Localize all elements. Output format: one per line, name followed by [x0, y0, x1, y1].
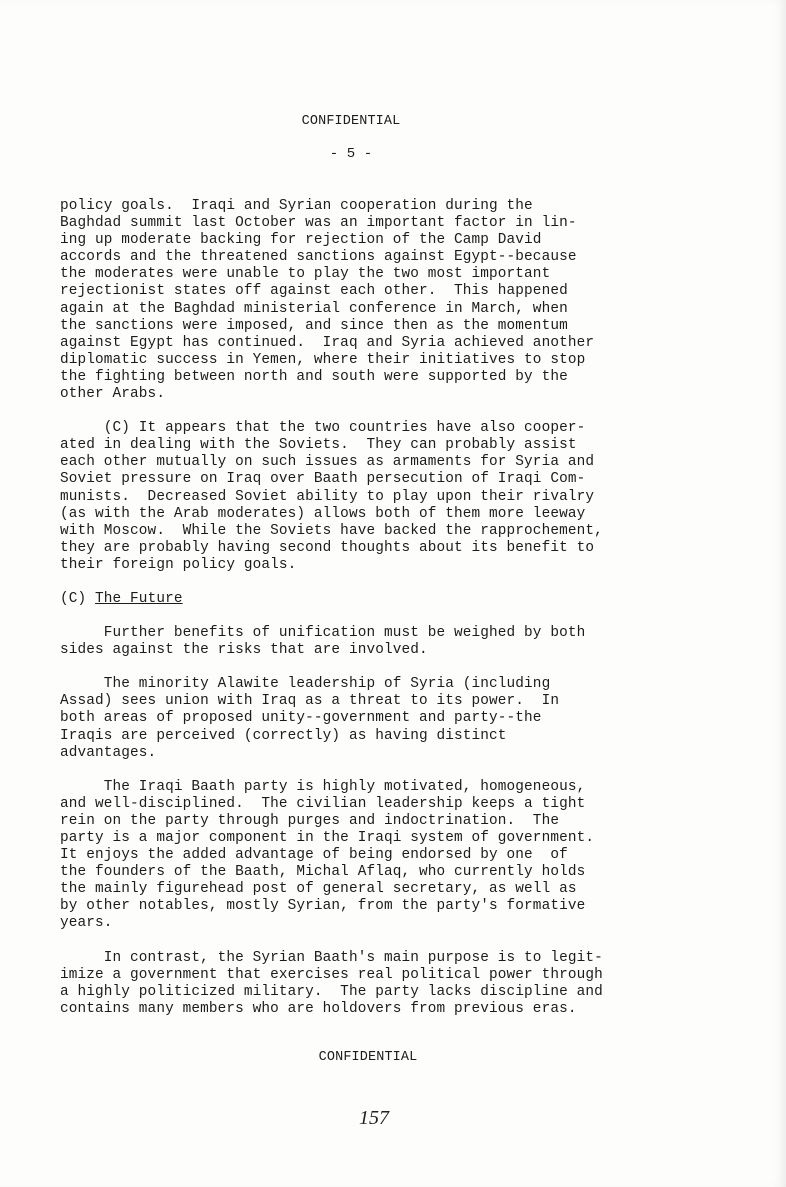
section-classification: (C)	[60, 590, 96, 607]
paragraph	[60, 950, 710, 1018]
document-body	[60, 198, 710, 1018]
text-line: the moderates were unable to play the two most important	[60, 266, 551, 283]
text-line: rein on the party through purges and indoctrination. The	[60, 812, 560, 829]
text-line: ing up moderate backing for rejection of the Camp David	[60, 232, 542, 249]
header-classification: CONFIDENTIAL	[301, 114, 401, 129]
text-line: Assad) sees union with Iraq as a threat to its power. In	[60, 693, 560, 710]
text-line: Soviet pressure on Iraq over Baath persecution of Iraqi Com-	[60, 471, 586, 488]
text-line: each other mutually on such issues as armaments for Syria and	[60, 454, 595, 471]
section-heading	[60, 591, 710, 608]
paragraph	[60, 779, 710, 933]
text-line: Baghdad summit last October was an important factor in lin-	[60, 215, 577, 232]
text-line: munists. Decreased Soviet ability to play upon their rivalry	[60, 488, 595, 505]
text-line: by other notables, mostly Syrian, from the party's formative	[60, 898, 586, 915]
text-line: contains many members who are holdovers from previous eras.	[60, 1000, 577, 1017]
text-line: again at the Baghdad ministerial conference in March, when	[60, 300, 568, 317]
text-line: diplomatic success in Yemen, where their initiatives to stop	[60, 351, 586, 368]
text-line: (C) It appears that the two countries have also cooper-	[60, 420, 586, 437]
paragraph	[60, 198, 710, 403]
text-line: the fighting between north and south were supported by the	[60, 368, 568, 385]
text-line: the founders of the Baath, Michal Aflaq, who currently holds	[60, 864, 586, 881]
text-line: the sanctions were imposed, and since then as the momentum	[60, 317, 568, 334]
paragraph	[60, 625, 710, 659]
section-title: The Future	[95, 590, 183, 607]
text-line: The minority Alawite leadership of Syria (including	[60, 676, 551, 693]
text-line: It enjoys the added advantage of being endorsed by one of	[60, 847, 568, 864]
text-line: Iraqis are perceived (correctly) as having distinct	[60, 727, 507, 744]
text-line: accords and the threatened sanctions against Egypt--because	[60, 249, 577, 266]
page-number: 157	[359, 1107, 389, 1129]
text-line: (as with the Arab moderates) allows both of them more leeway	[60, 505, 586, 522]
text-line: with Moscow. While the Soviets have backed the rapprochement,	[60, 522, 603, 539]
text-line: rejectionist states off against each other. This happened	[60, 283, 568, 300]
text-line: policy goals. Iraqi and Syrian cooperation during the	[60, 198, 533, 214]
text-line: imize a government that exercises real political power through	[60, 966, 603, 983]
text-line: they are probably having second thoughts about its benefit to	[60, 539, 595, 556]
text-line: a highly politicized military. The party lacks discipline and	[60, 983, 603, 1000]
text-line: other Arabs.	[60, 386, 166, 403]
text-line: advantages.	[60, 744, 157, 761]
paragraph	[60, 676, 710, 761]
text-line: party is a major component in the Iraqi system of government.	[60, 830, 595, 846]
text-line: years.	[60, 915, 113, 932]
text-line: against Egypt has continued. Iraq and Syria achieved another	[60, 334, 595, 351]
text-line: and well-disciplined. The civilian leadership keeps a tight	[60, 795, 586, 812]
text-line: sides against the risks that are involved.	[60, 642, 428, 659]
text-line: In contrast, the Syrian Baath's main purpose is to legit-	[60, 949, 603, 966]
text-line: The Iraqi Baath party is highly motivated, homogeneous,	[60, 778, 586, 795]
text-line: their foreign policy goals.	[60, 556, 297, 573]
page-marker: - 5 -	[329, 146, 373, 162]
text-line: the mainly figurehead post of general secretary, as well as	[60, 881, 577, 898]
text-line: both areas of proposed unity--government and party--the	[60, 710, 542, 727]
text-line: Further benefits of unification must be weighed by both	[60, 625, 586, 642]
text-line: ated in dealing with the Soviets. They can probably assist	[60, 437, 577, 454]
paragraph	[60, 420, 710, 574]
footer-classification: CONFIDENTIAL	[318, 1050, 418, 1065]
